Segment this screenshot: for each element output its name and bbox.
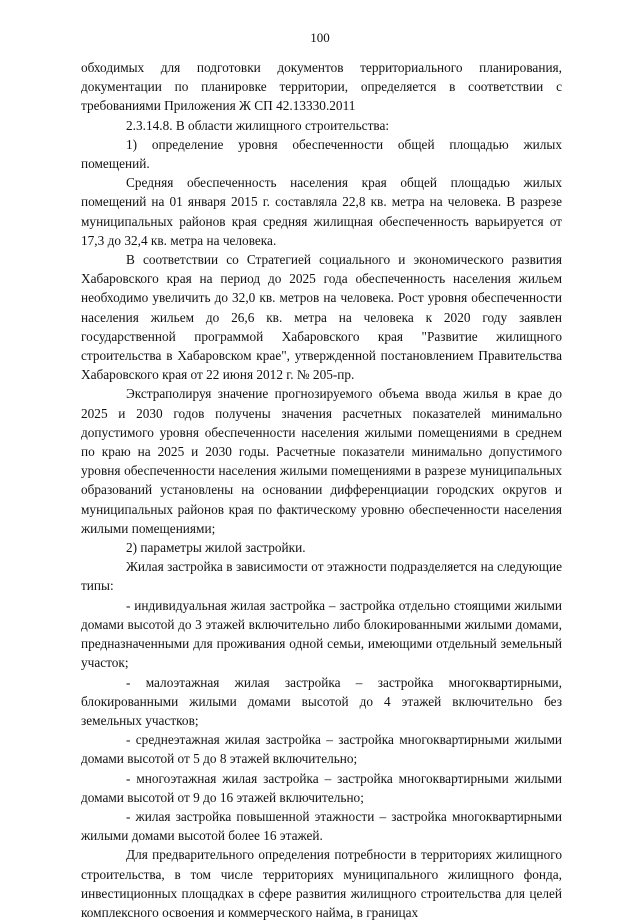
list-item: - индивидуальная жилая застройка – застройка отдельно стоящими жилыми домами высотой до 3 этажей включительно либо блокированными жилыми домами, предназначенными для проживания одной семьи, имеющими отдельный земельный участок; xyxy=(81,597,562,671)
list-item: - среднеэтажная жилая застройка – застройка многоквартирными жилыми домами высотой от 5 до 8 этажей включительно; xyxy=(81,732,562,767)
paragraph: Средняя обеспеченность населения края общей площадью жилых помещений на 01 января 2015 г. составляла 22,8 кв. метра на человека. В разрезе муниципальных районов края средняя жилищная обеспеченность варьируется от 17,3 до 32,4 кв. метра на человека. xyxy=(81,175,562,248)
list-item: - малоэтажная жилая застройка – застройка многоквартирными, блокированными жилыми домами высотой до 4 этажей включительно без земельных участков; xyxy=(81,674,562,728)
paragraph: Экстраполируя значение прогнозируемого объема ввода жилья в крае до 2025 и 2030 годов получены значения расчетных показателей минимально допустимого уровня обеспеченности населения жилыми помещениями в среднем по краю на 2025 и 2030 годы. Расчетные показатели минимально допустимого уровня обеспеченности населения жилыми помещениями в разрезе муниципальных образований установлены на основании дифференциации городских округов и муниципальных районов края по фактическому уровню обеспеченности населения жилыми помещениями; xyxy=(81,386,562,536)
paragraph: Для предварительного определения потребности в территориях жилищного строительства, в том числе территориях муниципального жилищного фонда, инвестиционных площадках в сфере развития жилищного строительства для целей комплексного освоения и коммерческого найма, в границах xyxy=(81,847,562,920)
paragraph-continuation: обходимых для подготовки документов территориального планирования, документации по планировке территории, определяется в соответствии с требованиями Приложения Ж СП 42.13330.2011 xyxy=(81,60,562,114)
paragraph: Жилая застройка в зависимости от этажности подразделяется на следующие типы: xyxy=(81,559,562,594)
page-number: 100 xyxy=(310,30,330,45)
list-item: - жилая застройка повышенной этажности – застройка многоквартирными жилыми домами высотой более 16 этажей. xyxy=(81,808,562,844)
paragraph: В соответствии со Стратегией социального и экономического развития Хабаровского края на период до 2025 года обеспеченность населения жильем необходимо увеличить до 32,0 кв. метров на человека. Рост уровня обеспеченности населения жильем до 26,6 кв. метра на человека к 2020 году заявлен государственной программой Хабаровского края "Развитие жилищного строительства в Хабаровском крае", утвержденной постановлением Правительства Хабаровского края от 22 июня 2012 г. № 205-пр. xyxy=(81,252,562,383)
section-heading: 2.3.14.8. В области жилищного строительства: xyxy=(126,117,390,133)
document-body xyxy=(81,58,562,922)
list-item: - многоэтажная жилая застройка – застройка многоквартирными жилыми домами высотой от 9 до 16 этажей включительно; xyxy=(81,770,562,805)
numbered-item: 2) параметры жилой застройки. xyxy=(126,540,306,556)
numbered-item: 1) определение уровня обеспеченности общей площадью жилых помещений. xyxy=(81,136,562,172)
